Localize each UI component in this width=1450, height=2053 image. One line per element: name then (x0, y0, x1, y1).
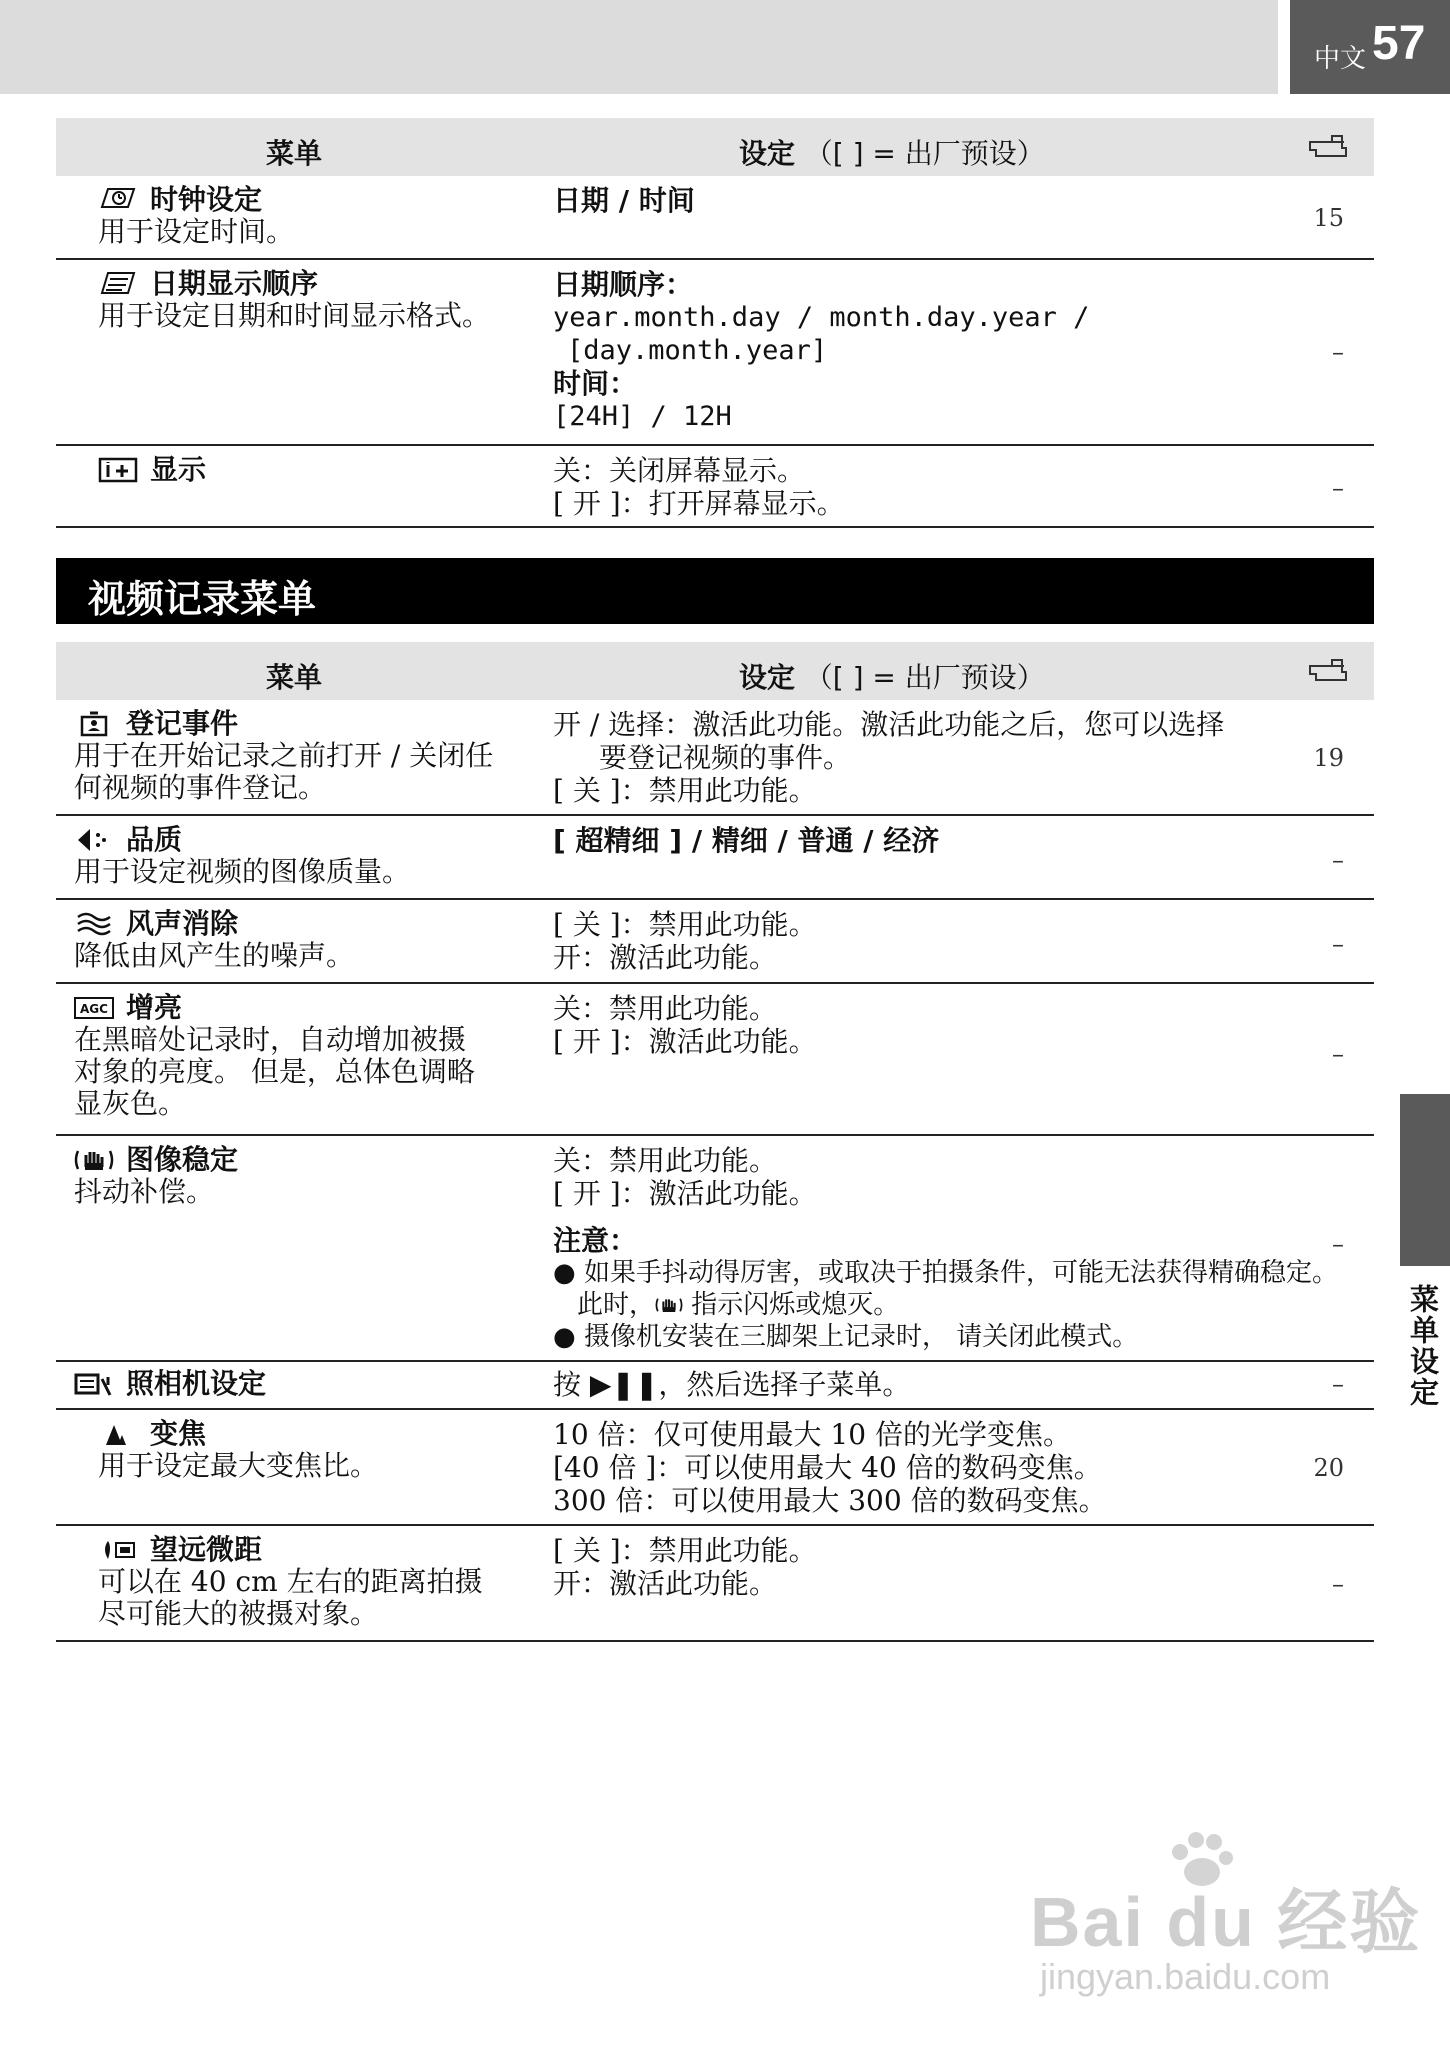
display-info-icon (98, 455, 138, 485)
setting-line: 10 倍：仅可使用最大 10 倍的光学变焦。 (553, 1418, 1071, 1451)
setting-line: 开：激活此功能。 (553, 1567, 778, 1600)
page-ref: 19 (1313, 744, 1344, 772)
settings-cell (553, 708, 1343, 807)
setting-line: 时间： (553, 367, 638, 400)
table-header (56, 118, 1374, 176)
table-header (56, 642, 1374, 700)
menu-description: 显灰色。 (74, 1087, 187, 1120)
table-row (56, 1136, 1374, 1362)
menu-description: 抖动补偿。 (74, 1175, 215, 1208)
zoom-icon (98, 1419, 138, 1449)
watermark-logo-text: Bai du 经验 (1030, 1883, 1422, 1961)
menu-description: 可以在 40 cm 左右的距离拍摄 (98, 1565, 483, 1598)
setting-line: 300 倍：可以使用最大 300 倍的数码变焦。 (553, 1484, 1107, 1517)
svg-text:AGC: AGC (80, 1002, 108, 1016)
setting-line: [ 超精细 ] / 精细 / 普通 / 经济 (553, 824, 940, 857)
language-label: 中文 (1314, 44, 1367, 74)
menu-title: 风声消除 (74, 908, 354, 940)
table-row (56, 900, 1374, 984)
clock-icon (98, 185, 138, 215)
menu-description: 用于设定视频的图像质量。 (74, 855, 411, 888)
menu-description: 在黑暗处记录时，自动增加被摄 (74, 1023, 467, 1056)
section-title: 视频记录菜单 (88, 577, 317, 621)
tele-macro-icon (98, 1535, 138, 1565)
menu-description: 尽可能大的被摄对象。 (98, 1597, 379, 1630)
menu-title: 照相机设定 (74, 1368, 266, 1400)
header-settings: 设定 （[ ] = 出厂预设） (739, 661, 1045, 694)
menu-title: 时钟设定 (98, 184, 294, 216)
menu-description: 何视频的事件登记。 (74, 771, 327, 804)
quality-icon (74, 825, 114, 855)
settings-cell (553, 908, 1343, 974)
table-row (56, 984, 1374, 1136)
wind-cut-icon (74, 909, 114, 939)
page-ref: – (1332, 1230, 1344, 1258)
agc-icon (74, 993, 114, 1023)
settings-table-2 (56, 642, 1374, 1642)
setting-line: [day.month.year] (567, 335, 828, 366)
header-menu: 菜单 (266, 137, 323, 170)
table-row (56, 1410, 1374, 1526)
page-ref: – (1332, 474, 1344, 502)
settings-cell (553, 992, 1343, 1058)
header-band (0, 0, 1278, 94)
setting-line: 关：禁用此功能。 (553, 992, 778, 1025)
table-row (56, 1362, 1374, 1410)
menu-title: 变焦 (98, 1418, 378, 1450)
stabilizer-icon (74, 1145, 114, 1175)
menu-description: 用于在开始记录之前打开 / 关闭任 (74, 739, 494, 772)
stabilizer-icon (655, 1294, 683, 1316)
menu-title: 望远微距 (98, 1534, 483, 1566)
table-row (56, 176, 1374, 260)
menu-title: 日期显示顺序 (98, 268, 490, 300)
setting-line: [40 倍 ]：可以使用最大 40 倍的数码变焦。 (553, 1451, 1102, 1484)
page-ref: – (1332, 846, 1344, 874)
side-tab (1400, 1094, 1450, 1266)
menu-title: 显示 (98, 454, 206, 486)
menu-title: 登记事件 (74, 708, 493, 740)
settings-table-1 (56, 118, 1374, 528)
date-order-icon (98, 269, 138, 299)
page-ref: – (1332, 1570, 1344, 1598)
setting-line: [ 开 ]：打开屏幕显示。 (553, 487, 845, 520)
page-ref: 20 (1313, 1454, 1344, 1482)
section-title-bar (56, 558, 1374, 624)
table-row (56, 700, 1374, 816)
setting-line: 日期顺序： (553, 268, 694, 301)
setting-line: year.month.day / month.day.year / (553, 302, 1090, 333)
setting-line: 按 ▶❚❚，然后选择子菜单。 (553, 1368, 911, 1401)
settings-cell (553, 184, 1343, 217)
menu-title: 品质 (74, 824, 410, 856)
menu-description: 用于设定时间。 (98, 215, 295, 248)
table-row (56, 260, 1374, 446)
setting-line: 开：激活此功能。 (553, 941, 778, 974)
settings-cell (553, 1418, 1343, 1517)
setting-line: 开 / 选择：激活此功能。激活此功能之后，您可以选择 (553, 708, 1225, 741)
hand-pointer-icon (1308, 130, 1348, 160)
menu-description: 降低由风产生的噪声。 (74, 939, 355, 972)
setting-line: [ 开 ]：激活此功能。 (553, 1025, 817, 1058)
menu-description: 用于设定最大变焦比。 (98, 1449, 379, 1482)
note-item: ● 如果手抖动得厉害，或取决于拍摄条件，可能无法获得精确稳定。此时， 指示闪烁或熄灭。 (553, 1258, 1338, 1320)
page-ref: – (1332, 338, 1344, 366)
watermark-url: jingyan.baidu.com (1040, 1956, 1331, 1997)
baidu-watermark (1030, 1830, 1430, 2000)
page-ref: – (1332, 930, 1344, 958)
settings-cell (553, 1534, 1343, 1600)
note-title: 注意： (553, 1224, 638, 1257)
setting-line: [ 关 ]：禁用此功能。 (553, 908, 817, 941)
note-item: ● 摄像机安装在三脚架上记录时， 请关闭此模式。 (553, 1322, 1139, 1352)
menu-description: 对象的亮度。 但是，总体色调略 (74, 1055, 475, 1088)
hand-pointer-icon (1308, 654, 1348, 684)
event-register-icon (74, 709, 114, 739)
camera-settings-icon (74, 1369, 114, 1399)
page-number: 57 (1372, 17, 1426, 70)
setting-line: 关：关闭屏幕显示。 (553, 454, 806, 487)
setting-line: 要登记视频的事件。 (599, 741, 852, 774)
page-ref: – (1332, 1370, 1344, 1398)
table-row (56, 446, 1374, 528)
header-menu: 菜单 (266, 661, 323, 694)
page-number-tab (1290, 0, 1450, 94)
page-ref: – (1332, 1040, 1344, 1068)
setting-line: [ 关 ]：禁用此功能。 (553, 1534, 817, 1567)
table-row (56, 816, 1374, 900)
menu-title: AGC 增亮 (74, 992, 475, 1024)
header-settings: 设定 （[ ] = 出厂预设） (739, 137, 1045, 170)
settings-cell (553, 1144, 1343, 1353)
page-ref: 15 (1313, 204, 1344, 232)
side-tab-label: 菜单设定 (1406, 1284, 1440, 1408)
settings-cell (553, 268, 1343, 433)
table-row (56, 1526, 1374, 1642)
settings-cell (553, 454, 1343, 520)
setting-line: [ 开 ]：激活此功能。 (553, 1177, 817, 1210)
menu-description: 用于设定日期和时间显示格式。 (98, 299, 491, 332)
setting-line: 关：禁用此功能。 (553, 1144, 778, 1177)
setting-line: [ 关 ]：禁用此功能。 (553, 774, 817, 807)
setting-line: [24H] / 12H (553, 401, 732, 432)
menu-title: 图像稳定 (74, 1144, 238, 1176)
settings-cell (553, 824, 1343, 857)
setting-line: 日期 / 时间 (553, 184, 695, 217)
settings-cell (553, 1368, 1343, 1401)
